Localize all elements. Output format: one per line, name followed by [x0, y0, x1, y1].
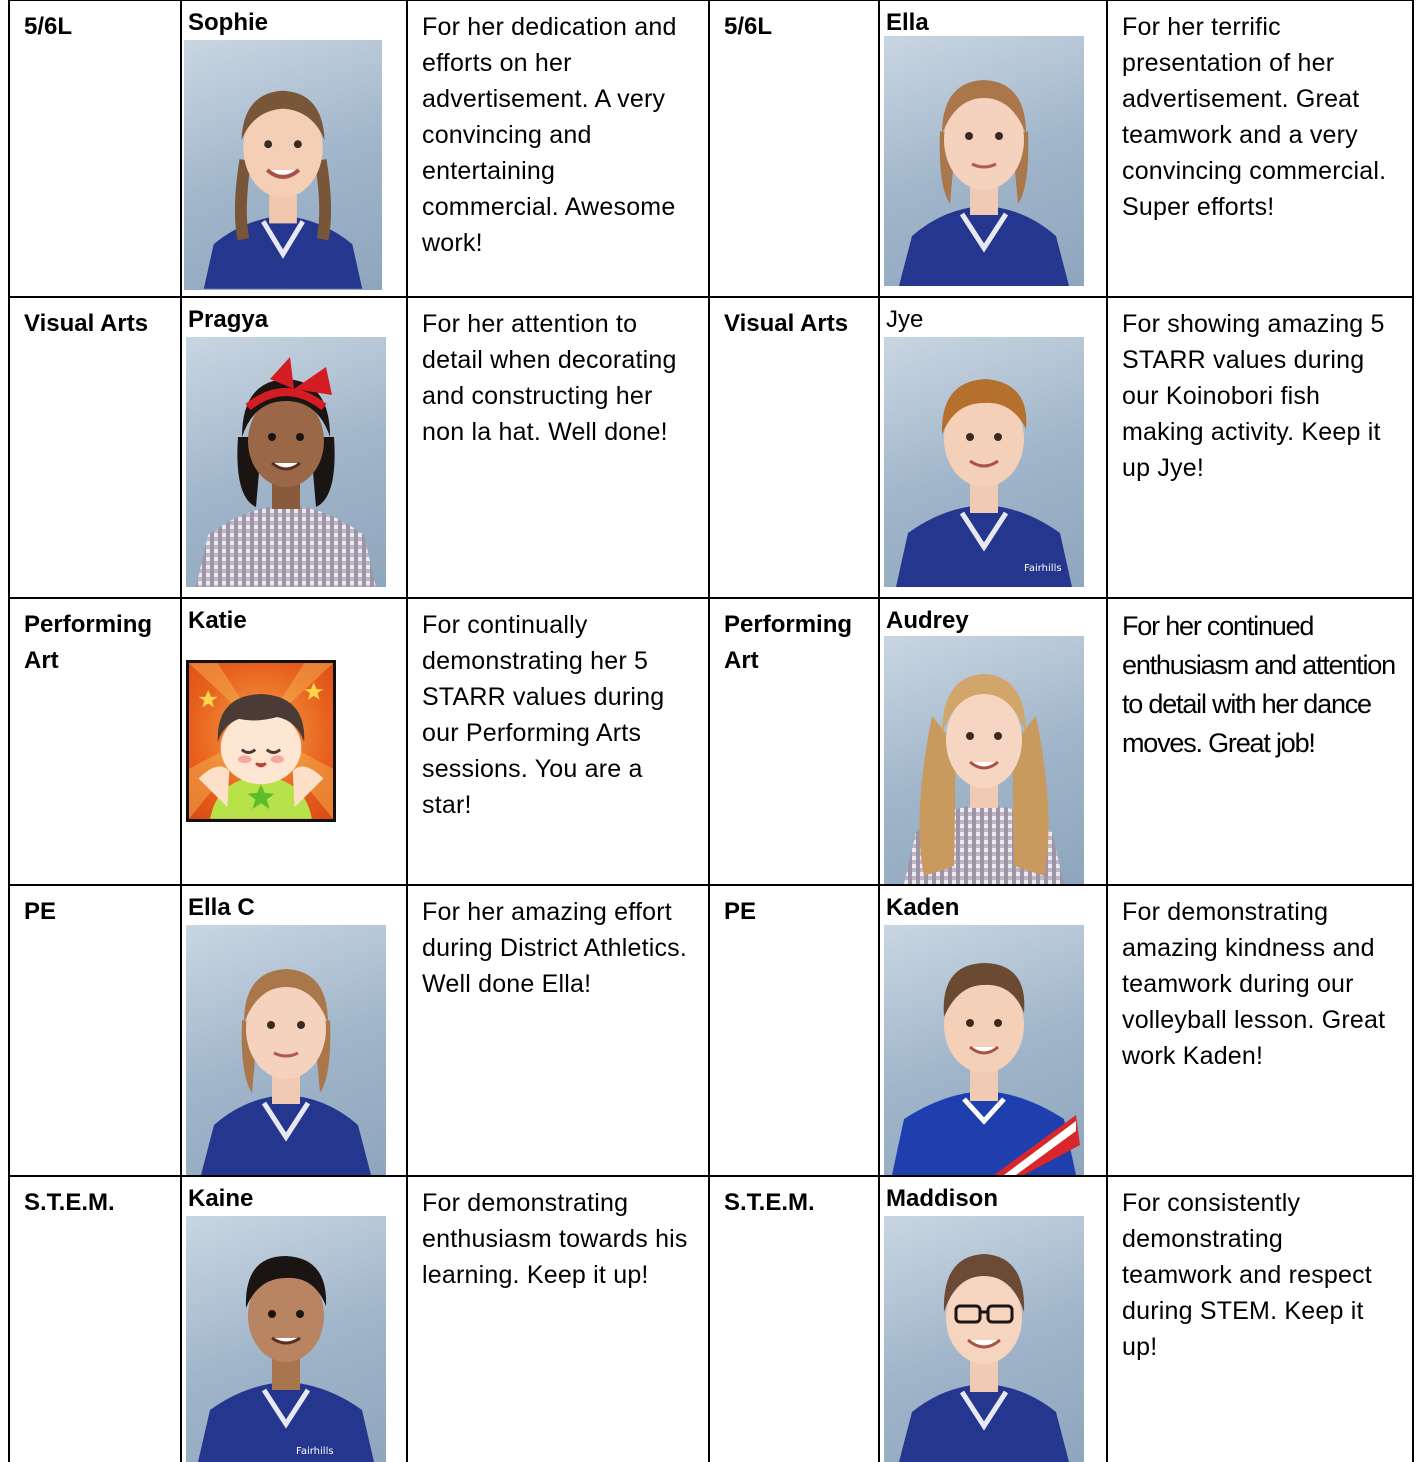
student-cell — [181, 598, 407, 885]
svg-text:Fairhills: Fairhills — [1024, 562, 1062, 574]
student-name: Kaine — [188, 1184, 254, 1212]
student-photo — [884, 1216, 1084, 1462]
award-comment: For her attention to detail when decorating and constructing her non la hat. Well done! — [407, 297, 709, 598]
student-photo — [884, 36, 1084, 286]
award-comment: For her dedication and efforts on her advertisement. A very convincing and entertaining commercial. Awesome work! — [407, 1, 709, 297]
student-cell — [879, 885, 1107, 1176]
student-photo-girl-blue-polo — [186, 925, 386, 1175]
awards-table — [8, 0, 1414, 1462]
award-comment: For consistently demonstrating teamwork and respect during STEM. Keep it up! — [1107, 1176, 1413, 1462]
award-comment: For her continued enthusiasm and attention to detail with her dance moves. Great job! — [1107, 598, 1413, 885]
award-category: Performing Art — [709, 598, 879, 885]
student-name: Kaden — [886, 893, 960, 921]
svg-text:Fairhills: Fairhills — [296, 1445, 334, 1457]
student-photo — [186, 1216, 386, 1462]
student-name: Katie — [188, 606, 247, 634]
award-comment: For her amazing effort during District Athletics. Well done Ella! — [407, 885, 709, 1176]
award-category: PE — [9, 885, 181, 1176]
award-category: 5/6L — [709, 1, 879, 297]
student-name: Audrey — [886, 606, 969, 634]
award-row — [9, 297, 1413, 598]
student-avatar — [186, 660, 336, 822]
student-photo-girl-blue-polo — [884, 36, 1084, 286]
student-photo-boy-blue-polo — [884, 337, 1084, 587]
award-category: S.T.E.M. — [709, 1176, 879, 1462]
student-cell — [181, 1, 407, 297]
award-category: Performing Art — [9, 598, 181, 885]
student-photo — [884, 925, 1084, 1175]
student-photo-girl-red-bow-gingham — [186, 337, 386, 587]
award-row — [9, 1176, 1413, 1462]
student-photo — [186, 337, 386, 587]
award-row — [9, 1, 1413, 297]
award-comment: For demonstrating enthusiasm towards his learning. Keep it up! — [407, 1176, 709, 1462]
award-comment: For demonstrating amazing kindness and teamwork during our volleyball lesson. Great work Kaden! — [1107, 885, 1413, 1176]
student-cell — [879, 297, 1107, 598]
student-name: Maddison — [886, 1184, 998, 1212]
cartoon-girl-star-avatar — [189, 663, 333, 819]
student-cell — [879, 598, 1107, 885]
student-cell — [181, 297, 407, 598]
award-category: 5/6L — [9, 1, 181, 297]
student-photo-girl-glasses-blue-polo — [884, 1216, 1084, 1462]
award-row — [9, 598, 1413, 885]
student-photo — [884, 337, 1084, 587]
award-category: Visual Arts — [9, 297, 181, 598]
student-name: Sophie — [188, 9, 269, 36]
award-category: S.T.E.M. — [9, 1176, 181, 1462]
award-category: Visual Arts — [709, 297, 879, 598]
award-category: PE — [709, 885, 879, 1176]
award-comment: For her terrific presentation of her advertisement. Great teamwork and a very convincing commercial. Super efforts! — [1107, 1, 1413, 297]
student-cell — [879, 1176, 1107, 1462]
student-photo-boy-sports-shirt — [884, 925, 1084, 1175]
student-photo-girl-gingham-long-hair — [884, 636, 1084, 884]
student-cell — [181, 1176, 407, 1462]
student-photo — [184, 40, 382, 290]
student-cell — [181, 885, 407, 1176]
award-comment: For showing amazing 5 STARR values during our Koinobori fish making activity. Keep it up Jye! — [1107, 297, 1413, 598]
student-photo-boy-blue-polo — [186, 1216, 386, 1462]
student-name: Pragya — [188, 305, 269, 333]
student-photo — [186, 925, 386, 1175]
student-name: Ella C — [188, 893, 255, 921]
student-photo — [884, 636, 1084, 884]
student-cell — [879, 1, 1107, 297]
award-comment: For continually demonstrating her 5 STARR values during our Performing Arts sessions. You are a star! — [407, 598, 709, 885]
student-name: Ella — [886, 9, 929, 36]
student-name: Jye — [886, 305, 924, 333]
student-photo-girl-braids-blue-polo — [184, 40, 382, 290]
award-row — [9, 885, 1413, 1176]
